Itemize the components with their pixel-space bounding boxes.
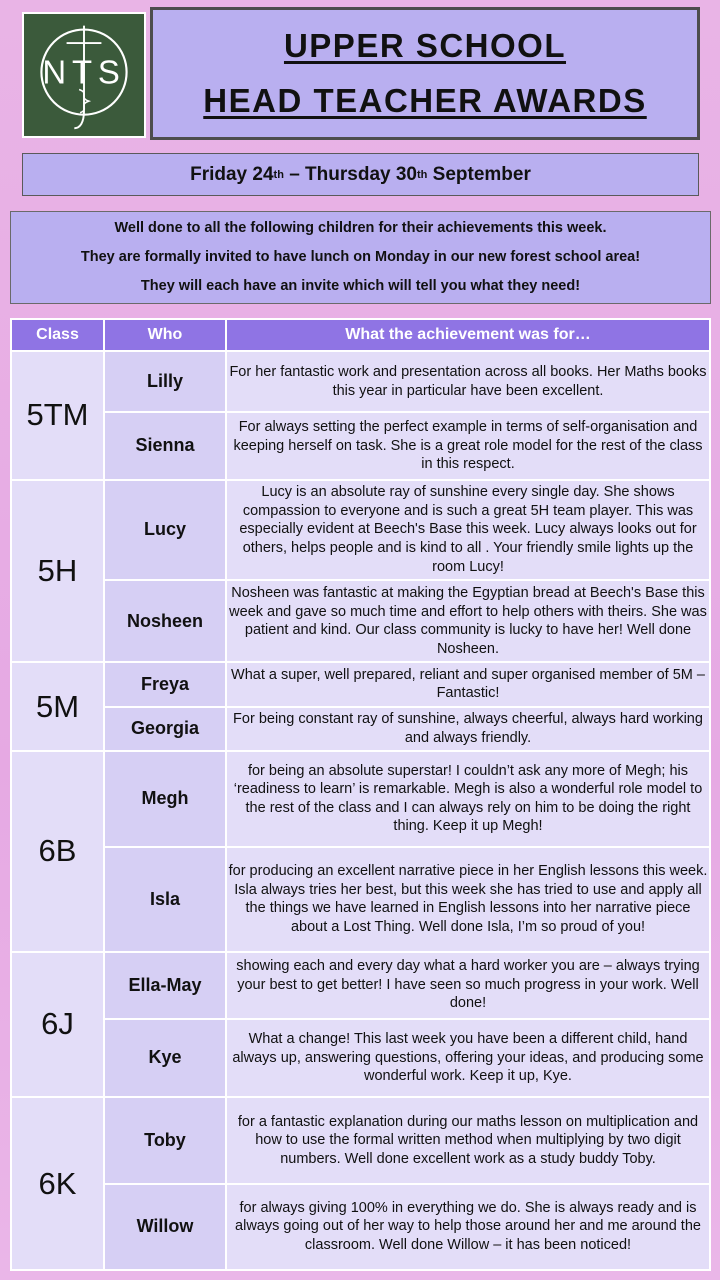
class-cell: 6K bbox=[11, 1097, 104, 1270]
table-row bbox=[11, 1097, 710, 1183]
pupil-name: Georgia bbox=[104, 707, 226, 751]
table-row bbox=[11, 847, 710, 951]
achievement-text: showing each and every day what a hard worker you are – always trying your best to get better! I have seen so much progress in your work. Well done! bbox=[226, 952, 710, 1019]
pupil-name: Lilly bbox=[104, 351, 226, 412]
achievement-text: for a fantastic explanation during our maths lesson on multiplication and how to use the formal written method when multiplying by two digit numbers. Well done excellent work as a study buddy Toby. bbox=[226, 1097, 710, 1183]
achievement-text: For being constant ray of sunshine, always cheerful, always hard working and always friendly. bbox=[226, 707, 710, 751]
pupil-name: Freya bbox=[104, 662, 226, 706]
title-line-2: HEAD TEACHER AWARDS bbox=[203, 81, 647, 119]
table-row bbox=[11, 1184, 710, 1270]
pupil-name: Isla bbox=[104, 847, 226, 951]
title-banner bbox=[150, 7, 700, 140]
class-cell: 6B bbox=[11, 751, 104, 952]
intro-message bbox=[10, 211, 711, 304]
pupil-name: Megh bbox=[104, 751, 226, 847]
table-row bbox=[11, 707, 710, 751]
crest-icon bbox=[24, 14, 144, 136]
pupil-name: Ella-May bbox=[104, 952, 226, 1019]
achievement-text: What a change! This last week you have been a different child, hand always up, answering questions, offering your ideas, and producing some wonderful work. Keep it up, Kye. bbox=[226, 1019, 710, 1097]
class-cell: 5M bbox=[11, 662, 104, 750]
date-end: September bbox=[427, 163, 531, 185]
date-ordinal-2: th bbox=[417, 168, 428, 181]
table-row bbox=[11, 351, 710, 412]
table-row bbox=[11, 751, 710, 847]
class-cell: 5TM bbox=[11, 351, 104, 480]
table-row bbox=[11, 1019, 710, 1097]
pupil-name: Willow bbox=[104, 1184, 226, 1270]
column-header-achievement: What the achievement was for… bbox=[226, 319, 710, 351]
pupil-name: Nosheen bbox=[104, 580, 226, 662]
title-line-1: UPPER SCHOOL bbox=[283, 27, 567, 65]
table-row bbox=[11, 952, 710, 1019]
achievement-text: What a super, well prepared, reliant and super organised member of 5M – Fantastic! bbox=[226, 662, 710, 706]
pupil-name: Sienna bbox=[104, 412, 226, 479]
column-header-class: Class bbox=[11, 319, 104, 351]
achievement-text: for producing an excellent narrative piece in her English lessons this week. Isla always tries her best, but this week she has tried to use and apply all the things we have learned in English lessons into her narrative piece about a Lost Thing. Well done Isla, I’m so proud of you! bbox=[226, 847, 710, 951]
pupil-name: Lucy bbox=[104, 480, 226, 580]
table-row bbox=[11, 662, 710, 706]
achievement-text: For her fantastic work and presentation across all books. Her Maths books this year in particular have been excellent. bbox=[226, 351, 710, 412]
intro-line-2: They are formally invited to have lunch on Monday in our new forest school area! bbox=[80, 249, 641, 265]
achievement-text: for always giving 100% in everything we do. She is always ready and is always going out of her way to help those around her and me around the classroom. Well done Willow – it has been noticed! bbox=[226, 1184, 710, 1270]
achievement-text: Nosheen was fantastic at making the Egyptian bread at Beech's Base this week and gave so much time and effort to help others with theirs. She was patient and kind. Our class community is lucky to have her! Well done Nosheen. bbox=[226, 580, 710, 662]
class-cell: 6J bbox=[11, 952, 104, 1098]
intro-line-3: They will each have an invite which will tell you what they need! bbox=[140, 278, 581, 294]
table-row bbox=[11, 580, 710, 662]
date-banner bbox=[22, 153, 699, 196]
svg-text:NTS: NTS bbox=[42, 53, 126, 91]
table-header-row bbox=[11, 319, 710, 351]
date-ordinal-1: th bbox=[273, 168, 284, 181]
column-header-who: Who bbox=[104, 319, 226, 351]
class-cell: 5H bbox=[11, 480, 104, 663]
date-middle: – Thursday 30 bbox=[283, 163, 417, 185]
achievement-text: for being an absolute superstar! I couldn’t ask any more of Megh; his ‘readiness to learn’ is remarkable. Megh is also a wonderful role model to the rest of the class and I can always rely on him to be doing the right thing. Keep it up Megh! bbox=[226, 751, 710, 847]
achievement-text: Lucy is an absolute ray of sunshine every single day. She shows compassion to everyone and is such a great 5H team player. This was especially evident at Beech's Base this week. Lucy always looks out for others, helps people and is kind to all . Your friendly smile lights up the room Lucy! bbox=[226, 480, 710, 580]
table-row bbox=[11, 480, 710, 580]
school-crest-logo bbox=[22, 12, 146, 138]
awards-table bbox=[10, 318, 711, 1271]
intro-line-1: Well done to all the following children for their achievements this week. bbox=[114, 220, 607, 236]
table-row bbox=[11, 412, 710, 479]
pupil-name: Kye bbox=[104, 1019, 226, 1097]
achievement-text: For always setting the perfect example in terms of self-organisation and keeping herself on task. She is a great role model for the rest of the class in this respect. bbox=[226, 412, 710, 479]
pupil-name: Toby bbox=[104, 1097, 226, 1183]
date-start: Friday 24 bbox=[190, 163, 274, 185]
